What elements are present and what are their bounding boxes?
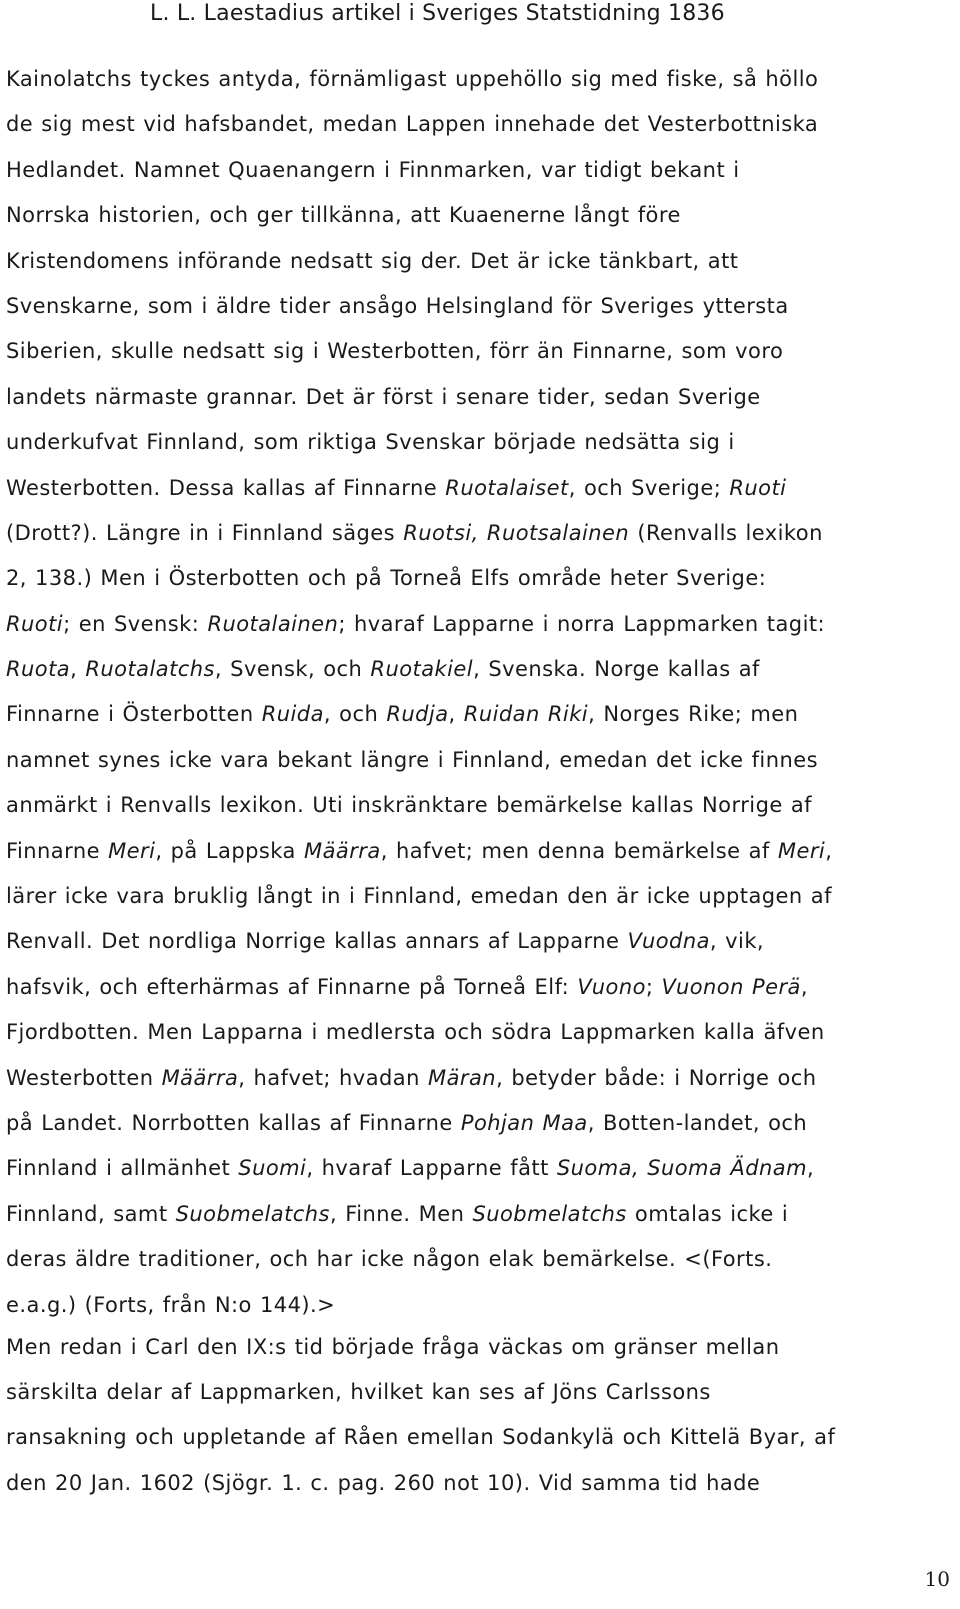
text-run: , [448,702,464,727]
text-run: , [825,838,833,863]
text-run: Westerbotten [6,1065,162,1090]
text-run: lärer icke vara bruklig långt in i Finnland, emedan den är icke upptagen af [6,884,832,909]
text-run: namnet synes icke vara bekant längre i Finnland, emedan det icke finnes [6,747,818,772]
text-run: Siberien, skulle nedsatt sig i Westerbotten, förr än Finnarne, som voro [6,339,784,364]
text-line [6,1237,946,1282]
italic-term: Pohjan Maa [460,1110,588,1135]
italic-term: Vuodna [627,929,710,954]
italic-term: Vuonon Perä [661,974,801,999]
text-run: Finnland, samt [6,1201,176,1226]
text-run: , [800,974,809,999]
text-run: e.a.g.) (Forts, från N:o 144).> [6,1292,336,1317]
text-run: Renvall. Det nordliga Norrige kallas annars af Lapparne [6,929,628,954]
text-run: omtalas icke i [626,1201,789,1226]
italic-term: Ruotalatchs [85,657,215,682]
text-run: deras äldre traditioner, och har icke någon elak bemärkelse. <(Forts. [6,1247,773,1272]
italic-term: Suoma, Suoma Ädnam [556,1156,807,1181]
text-run: landets närmaste grannar. Det är först i senare tider, sedan Sverige [6,384,761,409]
text-run: Hedlandet. Namnet Quaenangern i Finnmarken, var tidigt bekant i [6,157,740,182]
text-line [6,602,946,647]
text-run: Westerbotten. Dessa kallas af Finnarne [6,475,446,500]
italic-term: Suobmelatchs [472,1201,627,1226]
document-header: L. L. Laestadius artikel i Sveriges Statstidning 1836 [150,1,725,26]
text-line [6,1370,946,1415]
text-line [6,1192,946,1237]
text-run: , på Lappska [155,838,304,863]
text-line [6,1461,946,1506]
text-run: ransakning och uppletande af Råen emellan Sodankylä och Kittelä Byar, af [6,1425,836,1450]
text-run: ; [645,974,662,999]
text-run: , hafvet; men denna bemärkelse af [380,838,778,863]
text-run: den 20 Jan. 1602 (Sjögr. 1. c. pag. 260 not 10). Vid samma tid hade [6,1470,761,1495]
text-line [6,1325,946,1370]
italic-term: Ruida [261,702,324,727]
italic-term: Ruoti [729,475,787,500]
italic-term: Meri [108,838,156,863]
text-line [6,556,946,601]
text-line [6,874,946,919]
text-run: , och Sverige; [568,475,730,500]
text-run: , Norges Rike; men [588,702,799,727]
text-run: , [70,657,86,682]
text-line [6,1056,946,1101]
text-line [6,420,946,465]
text-run: Fjordbotten. Men Lapparna i medlersta och södra Lappmarken kalla äfven [6,1020,825,1045]
text-run: , Svensk, och [214,657,371,682]
text-run: , vik, [709,929,765,954]
paragraph-1 [6,57,946,1328]
text-line [6,919,946,964]
text-line [6,284,946,329]
text-run: på Landet. Norrbotten kallas af Finnarne [6,1110,461,1135]
text-run: hafsvik, och efterhärmas af Finnarne på Torneå Elf: [6,974,578,999]
text-run: Finnarne [6,838,109,863]
text-line [6,148,946,193]
text-run: , hvaraf Lapparne fått [306,1156,557,1181]
text-run: 2, 138.) Men i Österbotten och på Torneå Elfs område heter Sverige: [6,566,767,591]
text-run: Kainolatchs tyckes antyda, förnämligast uppehöllo sig med fiske, så höllo [6,67,819,91]
italic-term: Ruotsi, Ruotsalainen [403,520,630,545]
text-line [6,466,946,511]
italic-term: Ruoti [6,611,64,636]
text-run: särskilta delar af Lappmarken, hvilket kan ses af Jöns Carlssons [6,1380,711,1405]
text-run: (Renvalls lexikon [629,520,823,545]
text-run: Norrska historien, och ger tillkänna, att Kuaenerne långt före [6,203,681,228]
text-line [6,329,946,374]
italic-term: Määrra [304,838,381,863]
text-run: Svenskarne, som i äldre tider ansågo Helsingland för Sveriges yttersta [6,293,789,318]
text-line [6,1283,946,1328]
italic-term: Meri [777,838,826,863]
italic-term: Rudja [386,702,449,727]
text-line [6,647,946,692]
text-line [6,692,946,737]
italic-term: Ruotalaiset [445,475,569,500]
text-run: (Drott?). Längre in i Finnland säges [6,520,404,545]
text-line [6,1010,946,1055]
text-run: Finnland i allmänhet [6,1156,239,1181]
italic-term: Vuono [577,974,646,999]
text-line [6,511,946,556]
text-run: Men redan i Carl den IX:s tid började fråga väckas om gränser mellan [6,1335,780,1359]
italic-term: Suobmelatchs [175,1201,330,1226]
text-line [6,57,946,102]
text-run: , [806,1156,815,1181]
text-run: , Botten-landet, och [587,1110,808,1135]
italic-term: Märan [428,1065,497,1090]
text-line [6,239,946,284]
italic-term: Ruidan Riki [463,702,589,727]
text-line [6,783,946,828]
text-line [6,1101,946,1146]
text-run: , hafvet; hvadan [238,1065,428,1090]
italic-term: Ruotakiel [370,657,474,682]
text-run: , betyder både: i Norrige och [496,1065,817,1090]
text-run: anmärkt i Renvalls lexikon. Uti inskränktare bemärkelse kallas Norrige af [6,793,813,818]
text-line [6,102,946,147]
italic-term: Ruotalainen [207,611,339,636]
text-run: , Svenska. Norge kallas af [473,657,760,682]
italic-term: Ruota [6,657,71,682]
text-line [6,829,946,874]
text-run: underkufvat Finnland, som riktiga Svenskar började nedsätta sig i [6,430,735,455]
text-line [6,1415,946,1460]
italic-term: Suomi [238,1156,307,1181]
paragraph-2 [6,1325,946,1506]
page-number: 10 [924,1567,950,1591]
text-run: ; hvaraf Lapparne i norra Lappmarken tagit: [338,611,826,636]
text-line [6,738,946,783]
text-run: ; en Svensk: [63,611,208,636]
text-run: , och [323,702,387,727]
text-run: , Finne. Men [329,1201,473,1226]
text-line [6,965,946,1010]
text-run: Finnarne i Österbotten [6,702,262,727]
text-run: de sig mest vid hafsbandet, medan Lappen innehade det Vesterbottniska [6,112,819,137]
text-line [6,1146,946,1191]
text-line [6,375,946,420]
text-run: Kristendomens införande nedsatt sig der. Det är icke tänkbart, att [6,248,739,273]
text-line [6,193,946,238]
italic-term: Määrra [161,1065,239,1090]
